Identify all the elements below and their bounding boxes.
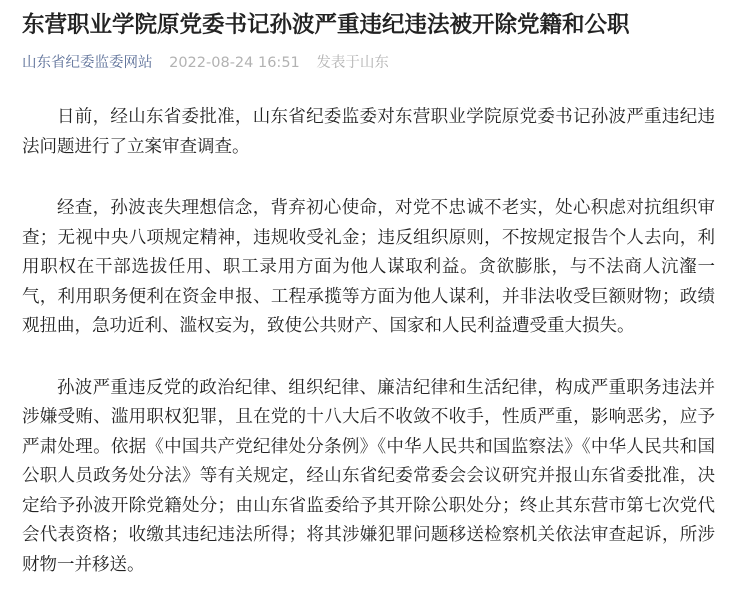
- paragraph-1: 日前，经山东省委批准，山东省纪委监委对东营职业学院原党委书记孙波严重违纪违法问题进行了立案审查调查。: [22, 107, 715, 157]
- publish-time: 2022-08-24 16:51: [169, 55, 300, 71]
- article-body: [22, 103, 715, 580]
- paragraph-3: 孙波严重违反党的政治纪律、组织纪律、廉洁纪律和生活纪律，构成严重职务违法并涉嫌受贿、滥用职权犯罪，且在党的十八大后不收敛不收手，性质严重，影响恶劣，应予严肃处理。依据《中国共产党纪律处分条例》《中华人民共和国监察法》《中华人民共和国公职人员政务处分法》等有关规定，经山东省纪委常委会会议研究并报山东省委批准，决定给予孙波开除党籍处分；由山东省监委给予其开除公职处分；终止其东营市第七次党代会代表资格；收缴其违纪违法所得；将其涉嫌犯罪问题移送检察机关依法审查起诉，所涉财物一并移送。: [22, 377, 715, 575]
- publish-location: 发表于山东: [316, 55, 389, 71]
- article-meta: [22, 53, 715, 73]
- article-title: 东营职业学院原党委书记孙波严重违纪违法被开除党籍和公职: [22, 12, 630, 38]
- paragraph-2: 经查，孙波丧失理想信念，背弃初心使命，对党不忠诚不老实，处心积虑对抗组织审查；无视中央八项规定精神，违规收受礼金；违反组织原则，不按规定报告个人去向，利用职权在干部选拔任用、职工录用方面为他人谋取利益。贪欲膨胀，与不法商人沆瀣一气，利用职务便利在资金申报、工程承揽等方面为他人谋利，并非法收受巨额财物；政绩观扭曲，急功近利、滥权妄为，致使公共财产、国家和人民利益遭受重大损失。: [22, 198, 715, 336]
- publisher-account-link[interactable]: 山东省纪委监委网站: [22, 55, 153, 71]
